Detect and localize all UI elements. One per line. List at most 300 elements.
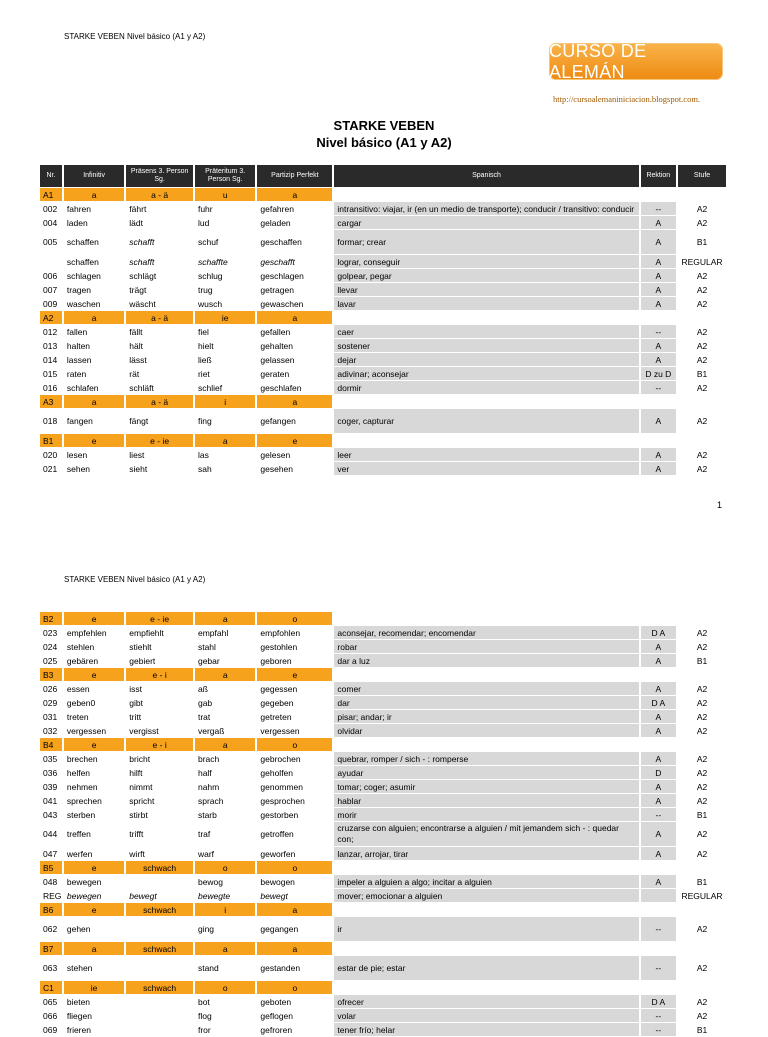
verb-partizip: geworfen	[257, 847, 332, 860]
verb-number: 041	[40, 794, 62, 807]
verb-spanish: hablar	[334, 794, 638, 807]
verb-rektion: D A	[641, 995, 676, 1008]
verb-number: 065	[40, 995, 62, 1008]
vowel-pattern: a	[64, 942, 124, 955]
group-row	[40, 434, 726, 447]
verb-infinitiv: fliegen	[64, 1009, 124, 1022]
verb-rektion: --	[641, 1023, 676, 1036]
verb-partizip: gelassen	[257, 353, 332, 366]
verb-spanish: impeler a alguien a algo; incitar a alguien	[334, 875, 638, 888]
group-blank-cell	[678, 903, 726, 916]
verb-number: 048	[40, 875, 62, 888]
verb-infinitiv: gebären	[64, 654, 124, 667]
verb-praesens: schafft	[126, 255, 193, 268]
verb-rektion: A	[641, 269, 676, 282]
verb-praeteritum: stand	[195, 956, 255, 980]
verb-stufe: A2	[678, 766, 726, 779]
vowel-pattern: o	[195, 861, 255, 874]
group-blank-cell	[334, 188, 638, 201]
verb-stufe: A2	[678, 448, 726, 461]
vowel-pattern: a	[195, 668, 255, 681]
verb-praesens: hilft	[126, 766, 193, 779]
verb-praeteritum: fiel	[195, 325, 255, 338]
verb-praesens: fängt	[126, 409, 193, 433]
verb-partizip: gewaschen	[257, 297, 332, 310]
vowel-pattern: i	[195, 395, 255, 408]
verb-praeteritum: half	[195, 766, 255, 779]
verb-infinitiv: fangen	[64, 409, 124, 433]
verb-spanish: comer	[334, 682, 638, 695]
verb-rektion: A	[641, 216, 676, 229]
table-row	[40, 956, 726, 980]
verb-partizip: gegeben	[257, 696, 332, 709]
verb-praesens: sieht	[126, 462, 193, 475]
verb-praesens: trägt	[126, 283, 193, 296]
verb-praeteritum: trat	[195, 710, 255, 723]
verb-praeteritum: schaffte	[195, 255, 255, 268]
table-row	[40, 230, 726, 254]
verb-infinitiv: nehmen	[64, 780, 124, 793]
verb-praeteritum: brach	[195, 752, 255, 765]
verb-praeteritum: bewog	[195, 875, 255, 888]
verb-praeteritum: schuf	[195, 230, 255, 254]
vowel-pattern: schwach	[126, 903, 193, 916]
verb-praesens: schafft	[126, 230, 193, 254]
verb-praesens	[126, 1009, 193, 1022]
group-blank-cell	[678, 188, 726, 201]
verb-stufe: A2	[678, 381, 726, 394]
verb-praesens: bewegt	[126, 889, 193, 902]
verb-partizip: gehalten	[257, 339, 332, 352]
verb-praeteritum: stahl	[195, 640, 255, 653]
col-header-praesens: Präsens 3. Person Sg.	[126, 165, 193, 187]
verb-spanish: tomar; coger; asumir	[334, 780, 638, 793]
table-row	[40, 710, 726, 723]
verb-spanish: tener frío; helar	[334, 1023, 638, 1036]
verb-table-page-1	[38, 164, 728, 476]
table-row	[40, 339, 726, 352]
verb-rektion: A	[641, 710, 676, 723]
vowel-pattern: o	[257, 981, 332, 994]
verb-number: 014	[40, 353, 62, 366]
table-row	[40, 889, 726, 902]
verb-number: 039	[40, 780, 62, 793]
vowel-pattern: a	[257, 311, 332, 324]
verb-rektion: D A	[641, 696, 676, 709]
verb-praesens: tritt	[126, 710, 193, 723]
group-row	[40, 311, 726, 324]
verb-praeteritum: riet	[195, 367, 255, 380]
vowel-pattern: ie	[64, 981, 124, 994]
verb-partizip: gefangen	[257, 409, 332, 433]
table-row	[40, 995, 726, 1008]
verb-rektion: --	[641, 956, 676, 980]
verb-infinitiv: schaffen	[64, 255, 124, 268]
verb-number: 032	[40, 724, 62, 737]
verb-praeteritum: fror	[195, 1023, 255, 1036]
verb-partizip: getreten	[257, 710, 332, 723]
verb-number: 002	[40, 202, 62, 215]
group-blank-cell	[678, 311, 726, 324]
verb-spanish: cruzarse con alguien; encontrarse a alguien / mit jemandem sich - : quedar con;	[334, 822, 638, 846]
verb-praeteritum: las	[195, 448, 255, 461]
verb-partizip: geboren	[257, 654, 332, 667]
group-row	[40, 981, 726, 994]
group-blank-cell	[678, 981, 726, 994]
verb-stufe: A2	[678, 216, 726, 229]
verb-praeteritum: sah	[195, 462, 255, 475]
verb-stufe: B1	[678, 367, 726, 380]
page-subtitle: Nivel básico (A1 y A2)	[316, 135, 452, 150]
vowel-pattern: i	[195, 903, 255, 916]
verb-number: 021	[40, 462, 62, 475]
verb-praeteritum: fing	[195, 409, 255, 433]
verb-infinitiv: treffen	[64, 822, 124, 846]
group-row	[40, 903, 726, 916]
verb-rektion: --	[641, 202, 676, 215]
table-row	[40, 255, 726, 268]
verb-partizip: gebrochen	[257, 752, 332, 765]
verb-rektion: A	[641, 353, 676, 366]
verb-rektion: A	[641, 724, 676, 737]
verb-praeteritum: warf	[195, 847, 255, 860]
verb-spanish: adivinar; aconsejar	[334, 367, 638, 380]
verb-partizip: gefallen	[257, 325, 332, 338]
verb-infinitiv: laden	[64, 216, 124, 229]
table-row	[40, 822, 726, 846]
verb-partizip: gelesen	[257, 448, 332, 461]
verb-number: 023	[40, 626, 62, 639]
verb-spanish: lavar	[334, 297, 638, 310]
verb-number: REG	[40, 889, 62, 902]
table-row	[40, 794, 726, 807]
verb-spanish: volar	[334, 1009, 638, 1022]
verb-stufe: A2	[678, 696, 726, 709]
vowel-pattern: a	[257, 942, 332, 955]
verb-infinitiv: bieten	[64, 995, 124, 1008]
verb-stufe: A2	[678, 1009, 726, 1022]
page-title: STARKE VEBEN	[333, 118, 435, 133]
verb-praesens: isst	[126, 682, 193, 695]
vowel-pattern: ie	[195, 311, 255, 324]
group-row	[40, 395, 726, 408]
vowel-pattern: e	[64, 434, 124, 447]
vowel-pattern: e	[64, 861, 124, 874]
table-row	[40, 847, 726, 860]
vowel-pattern: e	[64, 738, 124, 751]
verb-praesens: gibt	[126, 696, 193, 709]
vowel-pattern: a	[195, 738, 255, 751]
group-id: B4	[40, 738, 62, 751]
group-blank-cell	[334, 738, 638, 751]
table-row	[40, 1023, 726, 1036]
table-row	[40, 367, 726, 380]
group-blank-cell	[334, 434, 638, 447]
verb-praeteritum: hielt	[195, 339, 255, 352]
group-blank-cell	[641, 395, 676, 408]
verb-stufe: A2	[678, 269, 726, 282]
verb-number: 036	[40, 766, 62, 779]
verb-praeteritum: starb	[195, 808, 255, 821]
verb-stufe: B1	[678, 230, 726, 254]
verb-rektion: --	[641, 325, 676, 338]
verb-praesens	[126, 1023, 193, 1036]
verb-stufe: B1	[678, 1023, 726, 1036]
group-id: B3	[40, 668, 62, 681]
verb-praesens: empfiehlt	[126, 626, 193, 639]
verb-stufe: A2	[678, 956, 726, 980]
table-row	[40, 640, 726, 653]
vowel-pattern: a	[257, 903, 332, 916]
verb-praesens: liest	[126, 448, 193, 461]
verb-stufe: A2	[678, 339, 726, 352]
verb-partizip: getroffen	[257, 822, 332, 846]
table-row	[40, 448, 726, 461]
col-header-stufe: Stufe	[678, 165, 726, 187]
group-blank-cell	[334, 668, 638, 681]
verb-number: 026	[40, 682, 62, 695]
vowel-pattern: a	[195, 434, 255, 447]
verb-infinitiv: sterben	[64, 808, 124, 821]
verb-stufe: A2	[678, 283, 726, 296]
verb-infinitiv: waschen	[64, 297, 124, 310]
verb-number: 007	[40, 283, 62, 296]
verb-praeteritum: empfahl	[195, 626, 255, 639]
verb-infinitiv: schlafen	[64, 381, 124, 394]
verb-number: 018	[40, 409, 62, 433]
verb-stufe: A2	[678, 710, 726, 723]
verb-praesens: rät	[126, 367, 193, 380]
verb-rektion: D A	[641, 626, 676, 639]
verb-stufe: A2	[678, 752, 726, 765]
verb-number: 004	[40, 216, 62, 229]
verb-number: 031	[40, 710, 62, 723]
vowel-pattern: e	[64, 612, 124, 625]
verb-rektion: A	[641, 297, 676, 310]
verb-stufe: A2	[678, 995, 726, 1008]
verb-infinitiv: bewegen	[64, 875, 124, 888]
verb-rektion: A	[641, 654, 676, 667]
verb-infinitiv: fahren	[64, 202, 124, 215]
verb-infinitiv: raten	[64, 367, 124, 380]
vowel-pattern: o	[257, 861, 332, 874]
verb-number: 043	[40, 808, 62, 821]
verb-spanish: sostener	[334, 339, 638, 352]
table-row	[40, 626, 726, 639]
verb-spanish: dar a luz	[334, 654, 638, 667]
col-header-partizip: Partizip Perfekt	[257, 165, 332, 187]
verb-infinitiv: lesen	[64, 448, 124, 461]
group-blank-cell	[334, 311, 638, 324]
verb-number: 044	[40, 822, 62, 846]
group-blank-cell	[641, 434, 676, 447]
verb-praesens: nimmt	[126, 780, 193, 793]
verb-praeteritum: traf	[195, 822, 255, 846]
verb-number: 025	[40, 654, 62, 667]
verb-praeteritum: bot	[195, 995, 255, 1008]
verb-stufe: B1	[678, 808, 726, 821]
verb-spanish: formar; crear	[334, 230, 638, 254]
verb-rektion: A	[641, 448, 676, 461]
verb-spanish: morir	[334, 808, 638, 821]
verb-stufe: A2	[678, 682, 726, 695]
verb-praeteritum: schlief	[195, 381, 255, 394]
table-row	[40, 808, 726, 821]
verb-partizip: geboten	[257, 995, 332, 1008]
verb-stufe: A2	[678, 917, 726, 941]
verb-rektion: A	[641, 752, 676, 765]
table-header-row	[40, 165, 726, 187]
verb-partizip: geladen	[257, 216, 332, 229]
verb-rektion: A	[641, 875, 676, 888]
group-blank-cell	[334, 612, 638, 625]
verb-partizip: genommen	[257, 780, 332, 793]
verb-praeteritum: lud	[195, 216, 255, 229]
vowel-pattern: o	[257, 738, 332, 751]
table-row	[40, 752, 726, 765]
vowel-pattern: e	[64, 903, 124, 916]
group-blank-cell	[678, 395, 726, 408]
vowel-pattern: e - i	[126, 668, 193, 681]
table-row	[40, 297, 726, 310]
verb-stufe: A2	[678, 297, 726, 310]
verb-praesens: lässt	[126, 353, 193, 366]
vowel-pattern: e - ie	[126, 434, 193, 447]
verb-infinitiv: gehen	[64, 917, 124, 941]
verb-spanish: ver	[334, 462, 638, 475]
verb-praesens	[126, 995, 193, 1008]
verb-number: 029	[40, 696, 62, 709]
verb-partizip: gegessen	[257, 682, 332, 695]
verb-infinitiv: brechen	[64, 752, 124, 765]
verb-infinitiv: schlagen	[64, 269, 124, 282]
table-row	[40, 353, 726, 366]
verb-spanish: caer	[334, 325, 638, 338]
vowel-pattern: schwach	[126, 942, 193, 955]
verb-stufe: B1	[678, 875, 726, 888]
verb-spanish: ofrecer	[334, 995, 638, 1008]
verb-partizip: vergessen	[257, 724, 332, 737]
verb-praeteritum: ging	[195, 917, 255, 941]
table-row	[40, 462, 726, 475]
verb-number: 013	[40, 339, 62, 352]
verb-stufe: A2	[678, 626, 726, 639]
group-blank-cell	[678, 738, 726, 751]
verb-spanish: quebrar, romper / sich - : romperse	[334, 752, 638, 765]
verb-rektion: --	[641, 381, 676, 394]
verb-partizip: bewegt	[257, 889, 332, 902]
vowel-pattern: schwach	[126, 861, 193, 874]
verb-stufe: A2	[678, 640, 726, 653]
verb-infinitiv: halten	[64, 339, 124, 352]
verb-spanish: robar	[334, 640, 638, 653]
vowel-pattern: a	[64, 311, 124, 324]
group-id: A3	[40, 395, 62, 408]
verb-spanish: estar de pie; estar	[334, 956, 638, 980]
verb-infinitiv: geben0	[64, 696, 124, 709]
table-row	[40, 780, 726, 793]
verb-infinitiv: stehen	[64, 956, 124, 980]
col-header-rektion: Rektion	[641, 165, 676, 187]
verb-spanish: lanzar, arrojar, tirar	[334, 847, 638, 860]
verb-rektion: --	[641, 917, 676, 941]
group-blank-cell	[678, 434, 726, 447]
table-row	[40, 283, 726, 296]
vowel-pattern: e - ie	[126, 612, 193, 625]
verb-praesens	[126, 875, 193, 888]
verb-praeteritum: vergaß	[195, 724, 255, 737]
verb-stufe: REGULAR	[678, 255, 726, 268]
verb-rektion: A	[641, 462, 676, 475]
verb-spanish: ir	[334, 917, 638, 941]
group-id: C1	[40, 981, 62, 994]
verb-stufe: B1	[678, 654, 726, 667]
verb-partizip: bewogen	[257, 875, 332, 888]
verb-praeteritum: flog	[195, 1009, 255, 1022]
verb-praesens: stiehlt	[126, 640, 193, 653]
group-id: B6	[40, 903, 62, 916]
verb-number: 012	[40, 325, 62, 338]
vowel-pattern: a	[64, 395, 124, 408]
verb-stufe: A2	[678, 780, 726, 793]
verb-infinitiv: sprechen	[64, 794, 124, 807]
verb-praeteritum: gab	[195, 696, 255, 709]
verb-partizip: geschlafen	[257, 381, 332, 394]
verb-partizip: geschaffen	[257, 230, 332, 254]
verb-rektion: A	[641, 283, 676, 296]
verb-number: 062	[40, 917, 62, 941]
verb-infinitiv: lassen	[64, 353, 124, 366]
verb-praeteritum: fuhr	[195, 202, 255, 215]
verb-partizip: gestorben	[257, 808, 332, 821]
col-header-spanisch: Spanisch	[334, 165, 638, 187]
page-header: STARKE VEBEN Nivel básico (A1 y A2)	[64, 32, 206, 41]
verb-infinitiv: sehen	[64, 462, 124, 475]
vowel-pattern: o	[257, 612, 332, 625]
table-row	[40, 1009, 726, 1022]
verb-praeteritum: nahm	[195, 780, 255, 793]
verb-partizip: gestohlen	[257, 640, 332, 653]
verb-praesens: wirft	[126, 847, 193, 860]
verb-praeteritum: sprach	[195, 794, 255, 807]
group-blank-cell	[641, 612, 676, 625]
vowel-pattern: a	[195, 942, 255, 955]
verb-spanish: leer	[334, 448, 638, 461]
vowel-pattern: a - ä	[126, 311, 193, 324]
verb-rektion: A	[641, 822, 676, 846]
verb-praeteritum: ließ	[195, 353, 255, 366]
verb-infinitiv: frieren	[64, 1023, 124, 1036]
verb-spanish: intransitivo: viajar, ir (en un medio de transporte); conducir / transitivo: conducir	[334, 202, 638, 215]
verb-rektion: A	[641, 409, 676, 433]
verb-stufe: A2	[678, 794, 726, 807]
verb-praeteritum: bewegte	[195, 889, 255, 902]
table-row	[40, 216, 726, 229]
verb-partizip: getragen	[257, 283, 332, 296]
group-blank-cell	[641, 188, 676, 201]
table-row	[40, 381, 726, 394]
verb-partizip: geschafft	[257, 255, 332, 268]
group-blank-cell	[678, 942, 726, 955]
table-row	[40, 875, 726, 888]
verb-stufe: A2	[678, 462, 726, 475]
verb-praesens: fährt	[126, 202, 193, 215]
group-blank-cell	[641, 738, 676, 751]
verb-rektion: A	[641, 255, 676, 268]
group-blank-cell	[641, 311, 676, 324]
verb-rektion: A	[641, 794, 676, 807]
blog-link[interactable]: http://cursoalemaniniciacion.blogspot.com.	[553, 94, 701, 104]
